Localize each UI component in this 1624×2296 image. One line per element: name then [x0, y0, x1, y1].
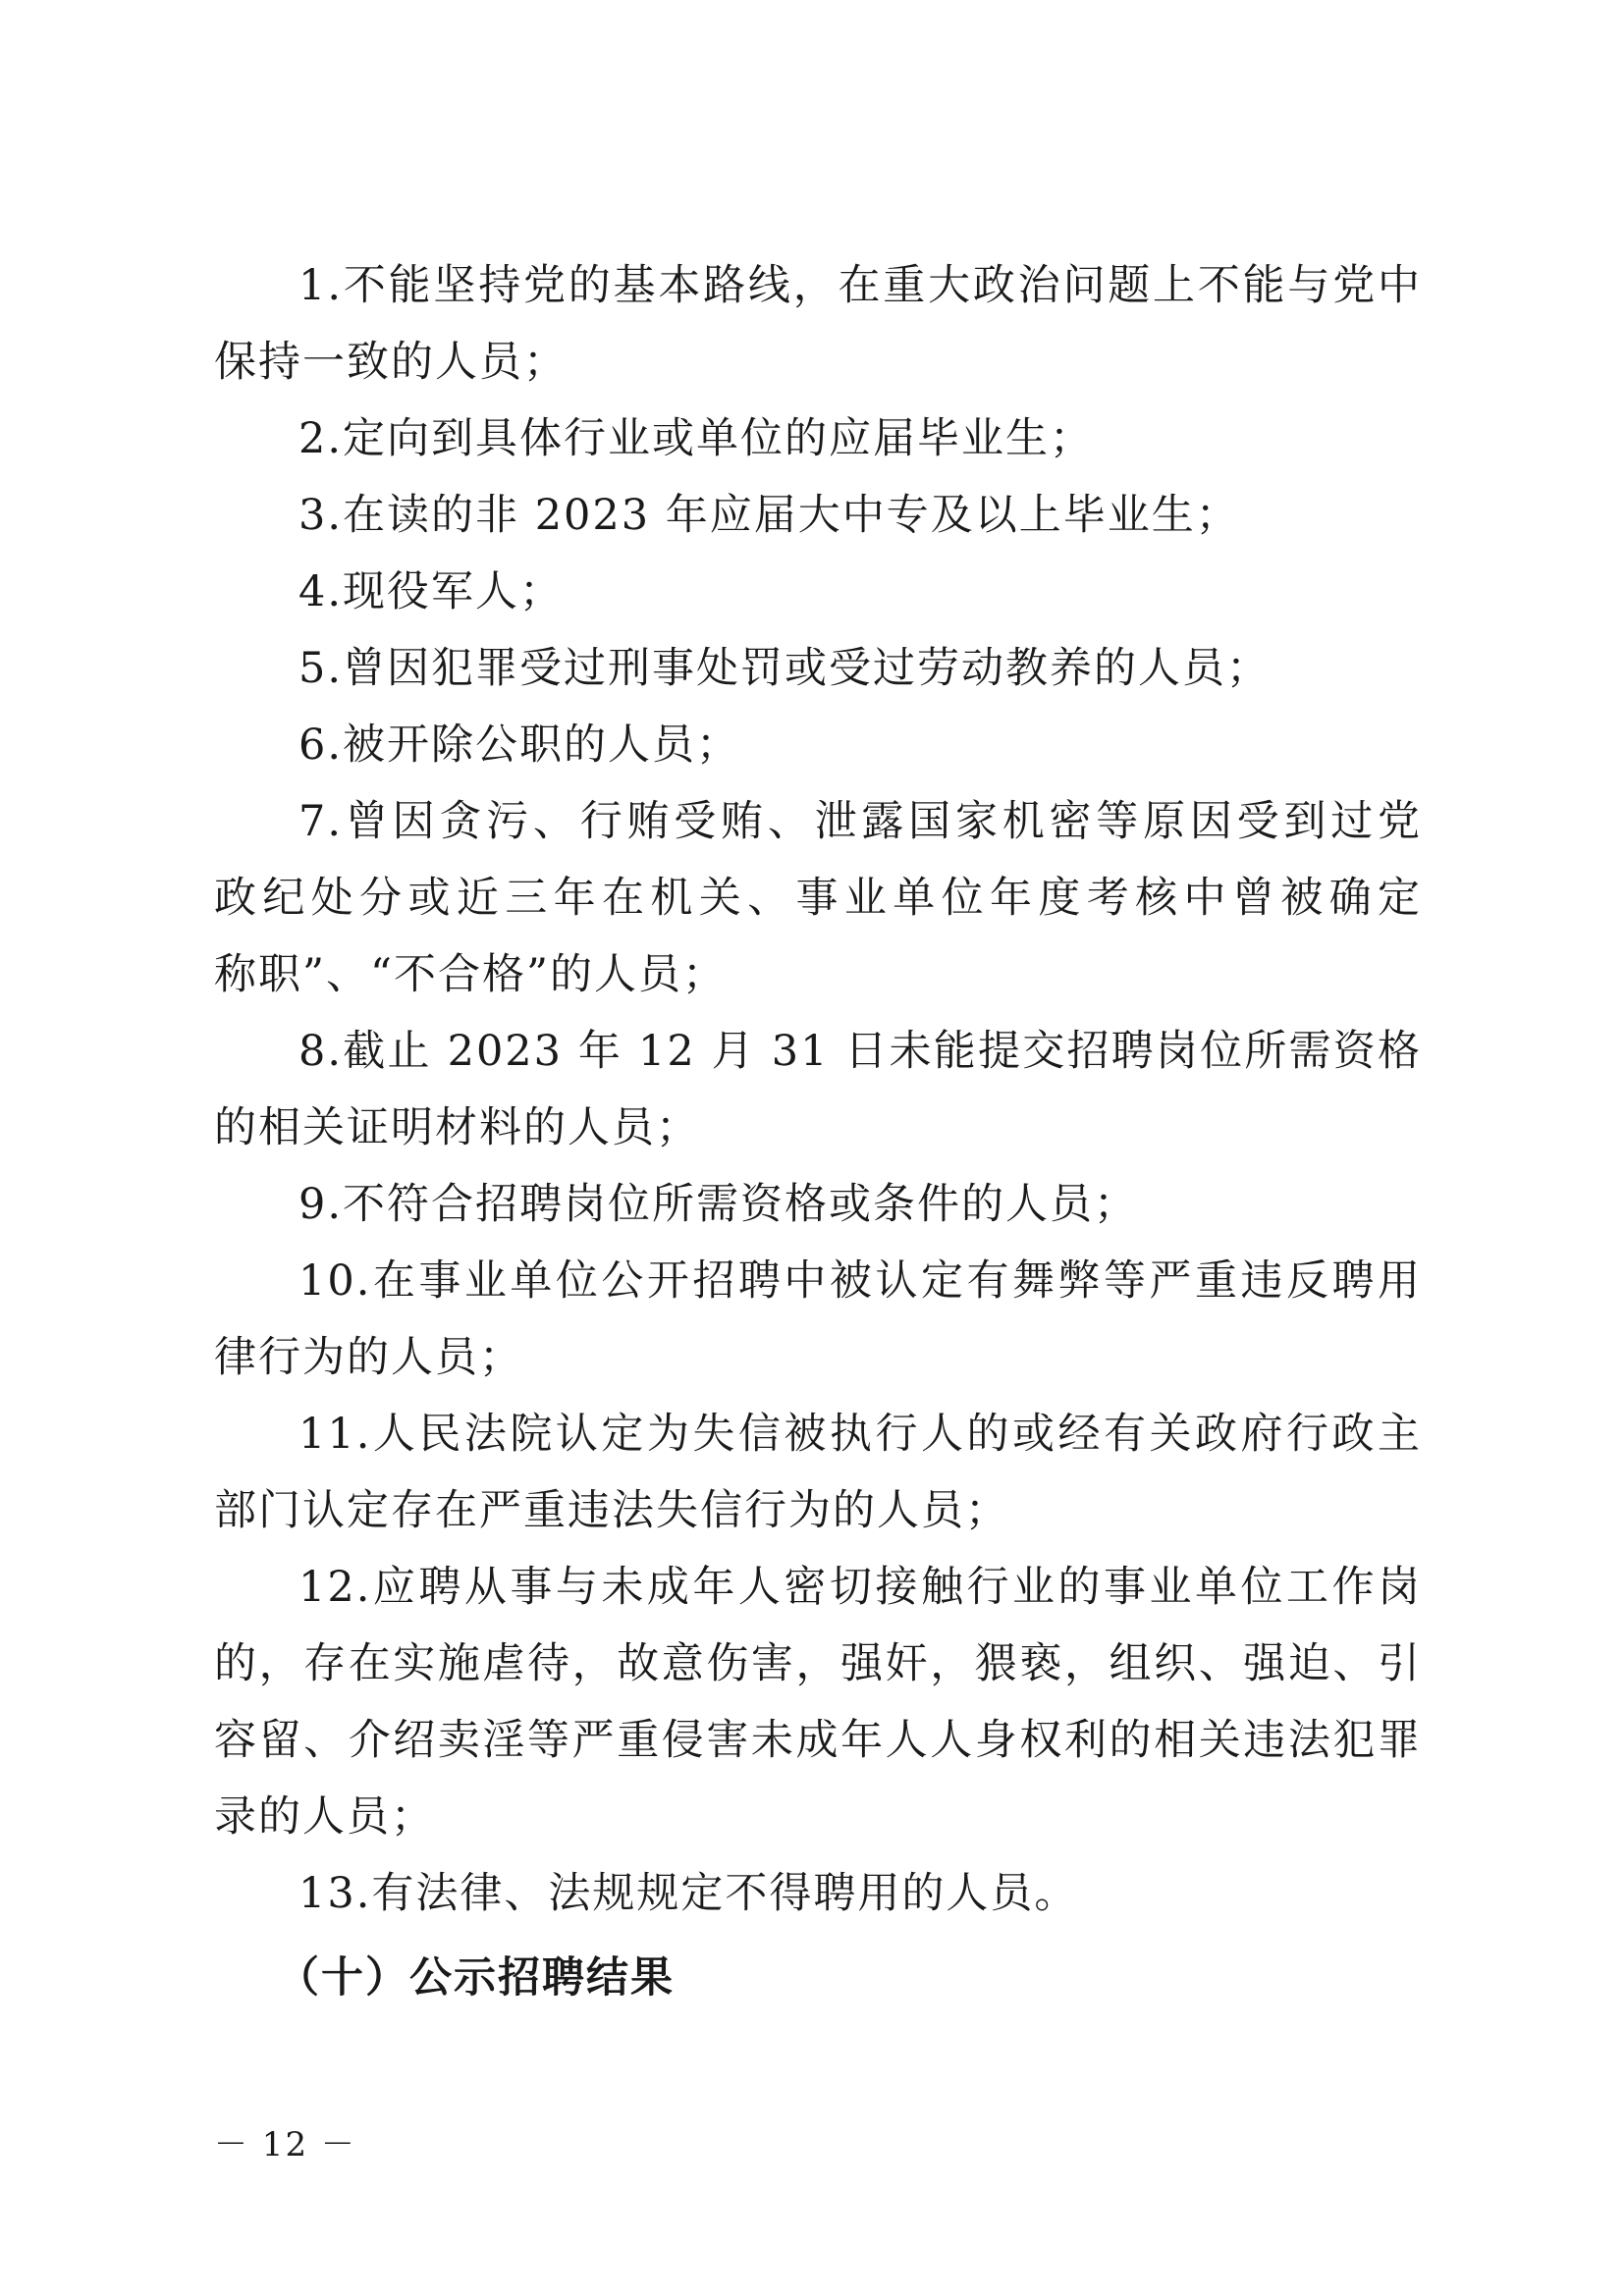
section-heading: （十）公示招聘结果: [277, 1953, 675, 2002]
text-line: 8.截止 2023 年 12 月 31 日未能提交招聘岗位所需资格: [298, 1027, 1422, 1076]
text-line: 政纪处分或近三年在机关、事业单位年度考核中曾被确定: [214, 874, 1422, 923]
text-line: 1.不能坚持党的基本路线，在重大政治问题上不能与党中: [298, 261, 1422, 310]
text-line: 保持一致的人员；: [214, 338, 568, 387]
text-line: 容留、介绍卖淫等严重侵害未成年人人身权利的相关违法犯罪: [214, 1716, 1422, 1765]
body-text: [214, 247, 1422, 2016]
text-line: 3.在读的非 2023 年应届大中专及以上毕业生；: [298, 491, 1240, 540]
text-line: 11.人民法院认定为失信被执行人的或经有关政府行政主: [298, 1410, 1422, 1459]
text-line: 称职”、“不合格”的人员；: [214, 950, 727, 999]
text-line: 5.曾因犯罪受过刑事处罚或受过劳动教养的人员；: [298, 644, 1272, 693]
text-line: 7.曾因贪污、行贿受贿、泄露国家机密等原因受到过党: [298, 797, 1422, 846]
text-line: 律行为的人员；: [214, 1333, 523, 1382]
text-line: 的，存在实施虐待，故意伤害，强奸，猥亵，组织、强迫、引: [214, 1639, 1422, 1688]
text-line: 的相关证明材料的人员；: [214, 1103, 700, 1152]
text-line: 2.定向到具体行业或单位的应届毕业生；: [298, 414, 1095, 463]
text-line: 12.应聘从事与未成年人密切接触行业的事业单位工作岗: [298, 1563, 1422, 1612]
text-line: 4.现役军人；: [298, 567, 565, 616]
text-line: 部门认定存在严重违法失信行为的人员；: [214, 1486, 1009, 1535]
page-number: － 12 －: [214, 2125, 356, 2164]
text-line: 6.被开除公职的人员；: [298, 721, 741, 770]
text-line: 10.在事业单位公开招聘中被认定有舞弊等严重违反聘用: [298, 1256, 1422, 1306]
text-line: 13.有法律、法规规定不得聘用的人员。: [298, 1869, 1079, 1918]
text-line: 录的人员；: [214, 1792, 435, 1842]
text-line: 9.不符合招聘岗位所需资格或条件的人员；: [298, 1180, 1139, 1229]
